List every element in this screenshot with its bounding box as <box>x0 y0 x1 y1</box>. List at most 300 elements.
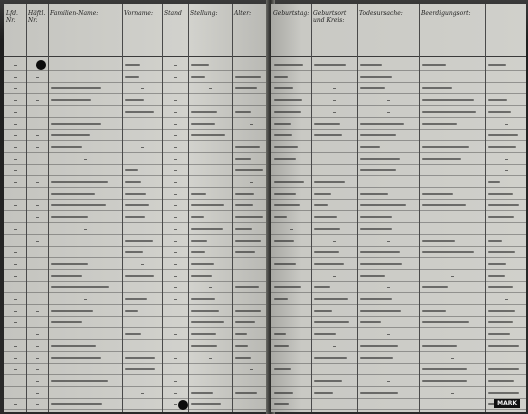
column-header-lfd-nr: Lfd. Nr. <box>6 10 18 24</box>
handwritten-entry <box>51 403 102 405</box>
handwritten-entry <box>125 357 155 359</box>
handwritten-entry <box>360 87 385 89</box>
handwritten-entry <box>488 146 516 148</box>
register-row-rule <box>271 222 526 223</box>
handwritten-ditto-mark <box>174 124 177 125</box>
handwritten-entry <box>422 321 469 323</box>
handwritten-ditto-mark <box>36 182 39 183</box>
handwritten-ditto-mark <box>14 358 17 359</box>
handwritten-ditto-mark <box>36 381 39 382</box>
handwritten-ditto-mark <box>387 100 390 101</box>
handwritten-ditto-mark <box>141 88 144 89</box>
register-row-rule <box>271 339 526 340</box>
handwritten-ditto-mark <box>209 287 212 288</box>
handwritten-entry <box>314 204 328 206</box>
handwritten-entry <box>51 87 101 89</box>
handwritten-entry <box>125 169 138 171</box>
handwritten-ditto-mark <box>14 369 17 370</box>
handwritten-ditto-mark <box>84 159 87 160</box>
column-header-stand: Stand <box>164 10 182 17</box>
handwritten-ditto-mark <box>333 112 336 113</box>
handwritten-entry <box>191 204 224 206</box>
handwritten-entry <box>191 251 205 253</box>
handwritten-entry <box>125 333 141 335</box>
handwritten-entry <box>125 275 154 277</box>
handwritten-ditto-mark <box>174 135 177 136</box>
handwritten-entry <box>274 263 296 265</box>
register-row-rule <box>4 363 270 364</box>
handwritten-entry <box>488 310 515 312</box>
column-header-haeftl-nr: Häftl. Nr. <box>28 10 46 24</box>
handwritten-entry <box>274 193 296 195</box>
left-page <box>4 4 270 412</box>
register-row-rule <box>271 175 526 176</box>
register-row-rule <box>4 374 270 375</box>
handwritten-entry <box>51 345 96 347</box>
handwritten-ditto-mark <box>505 299 508 300</box>
handwritten-entry <box>51 310 93 312</box>
handwritten-entry <box>191 111 217 113</box>
handwritten-entry <box>488 321 513 323</box>
handwritten-entry <box>422 380 467 382</box>
register-row-rule <box>4 93 270 94</box>
handwritten-entry <box>235 392 257 394</box>
register-row-rule <box>271 269 526 270</box>
handwritten-ditto-mark <box>14 88 17 89</box>
register-row-rule <box>4 398 270 399</box>
register-row-rule <box>271 386 526 387</box>
handwritten-entry <box>360 216 392 218</box>
handwritten-entry <box>191 321 224 323</box>
column-header-beerdigungsort: Beerdigungsort: <box>421 10 471 17</box>
handwritten-entry <box>314 134 342 136</box>
handwritten-entry <box>191 64 209 66</box>
column-header-todesursache: Todesursache: <box>359 10 403 17</box>
handwritten-entry <box>422 87 452 89</box>
handwritten-entry <box>51 216 88 218</box>
register-row-rule <box>271 82 526 83</box>
register-row-rule <box>4 129 270 130</box>
handwritten-ditto-mark <box>174 112 177 113</box>
handwritten-entry <box>191 123 215 125</box>
handwritten-ditto-mark <box>387 381 390 382</box>
handwritten-ditto-mark <box>36 100 39 101</box>
handwritten-entry <box>235 111 251 113</box>
handwritten-entry <box>191 263 214 265</box>
handwritten-ditto-mark <box>174 264 177 265</box>
handwritten-entry <box>360 169 396 171</box>
handwritten-ditto-mark <box>14 112 17 113</box>
handwritten-ditto-mark <box>174 276 177 277</box>
handwritten-ditto-mark <box>14 135 17 136</box>
handwritten-entry <box>274 134 292 136</box>
handwritten-ditto-mark <box>14 124 17 125</box>
column-header-familienname: Familien-Name: <box>50 10 99 17</box>
handwritten-entry <box>360 251 400 253</box>
handwritten-entry <box>274 99 302 101</box>
handwritten-entry <box>235 158 251 160</box>
handwritten-entry <box>488 333 510 335</box>
handwritten-entry <box>235 251 255 253</box>
handwritten-entry <box>191 392 213 394</box>
handwritten-entry <box>360 64 382 66</box>
handwritten-entry <box>51 321 82 323</box>
handwritten-entry <box>274 216 287 218</box>
handwritten-entry <box>51 263 88 265</box>
handwritten-entry <box>488 345 519 347</box>
register-row-rule <box>271 187 526 188</box>
handwritten-entry <box>125 298 147 300</box>
register-row-rule <box>271 351 526 352</box>
column-header-alter: Alter: <box>234 10 252 17</box>
handwritten-ditto-mark <box>333 346 336 347</box>
handwritten-ditto-mark <box>14 276 17 277</box>
register-row-rule <box>271 93 526 94</box>
handwritten-entry <box>235 146 260 148</box>
register-row-rule <box>4 281 270 282</box>
handwritten-ditto-mark <box>174 147 177 148</box>
handwritten-ditto-mark <box>174 393 177 394</box>
register-row-rule <box>271 409 526 410</box>
handwritten-entry <box>360 228 392 230</box>
handwritten-entry <box>488 240 502 242</box>
handwritten-entry <box>235 76 261 78</box>
handwritten-ditto-mark <box>250 369 253 370</box>
register-row-rule <box>271 234 526 235</box>
handwritten-entry <box>51 99 91 101</box>
handwritten-ditto-mark <box>36 358 39 359</box>
handwritten-entry <box>51 134 90 136</box>
handwritten-entry <box>235 345 248 347</box>
handwritten-entry <box>235 310 261 312</box>
register-row-rule <box>271 164 526 165</box>
handwritten-entry <box>274 64 303 66</box>
handwritten-ditto-mark <box>14 77 17 78</box>
register-row-rule <box>271 70 526 71</box>
handwritten-entry <box>360 345 398 347</box>
register-row-rule <box>271 199 526 200</box>
register-row-rule <box>271 152 526 153</box>
handwritten-ditto-mark <box>174 229 177 230</box>
handwritten-entry <box>488 368 519 370</box>
handwritten-ditto-mark <box>36 334 39 335</box>
handwritten-ditto-mark <box>451 358 454 359</box>
register-row-rule <box>4 316 270 317</box>
register-row-rule <box>4 234 270 235</box>
handwritten-ditto-mark <box>14 182 17 183</box>
register-row-rule <box>4 269 270 270</box>
archive-stamp: MARK <box>494 399 520 408</box>
handwritten-ditto-mark <box>174 217 177 218</box>
handwritten-entry <box>191 216 204 218</box>
register-row-rule <box>271 246 526 247</box>
handwritten-ditto-mark <box>14 299 17 300</box>
handwritten-entry <box>314 123 340 125</box>
handwritten-entry <box>422 345 457 347</box>
handwritten-ditto-mark <box>174 252 177 253</box>
handwritten-entry <box>488 380 514 382</box>
handwritten-entry <box>314 181 345 183</box>
handwritten-entry <box>235 87 257 89</box>
handwritten-ditto-mark <box>290 229 293 230</box>
handwritten-entry <box>235 333 247 335</box>
handwritten-entry <box>488 204 519 206</box>
register-row-rule <box>271 257 526 258</box>
handwritten-entry <box>422 158 461 160</box>
handwritten-ditto-mark <box>174 287 177 288</box>
handwritten-entry <box>191 298 215 300</box>
handwritten-ditto-mark <box>84 299 87 300</box>
handwritten-entry <box>314 251 339 253</box>
register-row-rule <box>4 140 270 141</box>
handwritten-ditto-mark <box>36 369 39 370</box>
handwritten-entry <box>314 321 349 323</box>
register-row-rule <box>4 152 270 153</box>
handwritten-ditto-mark <box>387 287 390 288</box>
handwritten-entry <box>314 310 332 312</box>
handwritten-entry <box>314 286 330 288</box>
handwritten-ditto-mark <box>14 264 17 265</box>
handwritten-entry <box>274 345 289 347</box>
handwritten-ditto-mark <box>141 147 144 148</box>
handwritten-ditto-mark <box>174 334 177 335</box>
column-header-geburtsort: Geburtsort und Kreis: <box>313 10 347 24</box>
handwritten-entry <box>51 380 108 382</box>
register-row-rule <box>271 292 526 293</box>
handwritten-ditto-mark <box>84 229 87 230</box>
register-row-rule <box>271 327 526 328</box>
register-row-rule <box>271 304 526 305</box>
handwritten-ditto-mark <box>333 88 336 89</box>
handwritten-ditto-mark <box>387 112 390 113</box>
handwritten-entry <box>488 286 513 288</box>
handwritten-entry <box>51 286 109 288</box>
handwritten-ditto-mark <box>387 241 390 242</box>
handwritten-ditto-mark <box>14 346 17 347</box>
handwritten-entry <box>488 193 513 195</box>
punch-hole <box>178 400 188 410</box>
handwritten-ditto-mark <box>174 65 177 66</box>
handwritten-ditto-mark <box>174 299 177 300</box>
handwritten-entry <box>360 123 404 125</box>
handwritten-entry <box>488 99 507 101</box>
handwritten-entry <box>235 286 259 288</box>
register-row-rule <box>271 398 526 399</box>
handwritten-entry <box>274 286 301 288</box>
handwritten-entry <box>191 275 212 277</box>
handwritten-entry <box>125 310 138 312</box>
handwritten-entry <box>125 193 146 195</box>
handwritten-entry <box>488 392 519 394</box>
handwritten-entry <box>360 146 380 148</box>
register-row-rule <box>271 374 526 375</box>
handwritten-ditto-mark <box>505 159 508 160</box>
handwritten-ditto-mark <box>14 205 17 206</box>
handwritten-entry <box>274 123 291 125</box>
register-row-rule <box>271 140 526 141</box>
handwritten-ditto-mark <box>209 358 212 359</box>
handwritten-ditto-mark <box>174 182 177 183</box>
handwritten-ditto-mark <box>36 346 39 347</box>
handwritten-entry <box>191 193 206 195</box>
handwritten-entry <box>488 251 515 253</box>
handwritten-entry <box>51 275 82 277</box>
handwritten-entry <box>235 193 254 195</box>
handwritten-entry <box>235 228 252 230</box>
handwritten-ditto-mark <box>174 194 177 195</box>
handwritten-entry <box>360 193 388 195</box>
handwritten-ditto-mark <box>174 404 177 405</box>
register-row-rule <box>4 105 270 106</box>
handwritten-ditto-mark <box>250 124 253 125</box>
handwritten-entry <box>422 368 467 370</box>
handwritten-entry <box>274 87 293 89</box>
handwritten-ditto-mark <box>36 77 39 78</box>
handwritten-ditto-mark <box>14 65 17 66</box>
register-row-rule <box>271 210 526 211</box>
handwritten-ditto-mark <box>36 404 39 405</box>
handwritten-entry <box>360 204 406 206</box>
handwritten-entry <box>125 64 140 66</box>
handwritten-entry <box>235 357 251 359</box>
handwritten-entry <box>191 310 219 312</box>
handwritten-entry <box>274 240 294 242</box>
register-row-rule <box>271 117 526 118</box>
handwritten-entry <box>314 263 344 265</box>
handwritten-entry <box>422 240 455 242</box>
handwritten-entry <box>422 64 446 66</box>
handwritten-ditto-mark <box>14 322 17 323</box>
handwritten-ditto-mark <box>141 264 144 265</box>
handwritten-ditto-mark <box>36 217 39 218</box>
handwritten-ditto-mark <box>36 205 39 206</box>
handwritten-entry <box>314 333 336 335</box>
handwritten-entry <box>422 123 457 125</box>
handwritten-ditto-mark <box>333 241 336 242</box>
register-row-rule <box>4 164 270 165</box>
handwritten-entry <box>235 216 263 218</box>
handwritten-entry <box>360 263 402 265</box>
handwritten-ditto-mark <box>14 252 17 253</box>
handwritten-entry <box>360 392 398 394</box>
handwritten-ditto-mark <box>387 334 390 335</box>
register-row-rule <box>271 105 526 106</box>
handwritten-ditto-mark <box>209 88 212 89</box>
handwritten-entry <box>274 181 304 183</box>
handwritten-entry <box>360 310 401 312</box>
register-row-rule <box>4 82 270 83</box>
handwritten-entry <box>274 146 298 148</box>
handwritten-entry <box>360 321 381 323</box>
register-row-rule <box>4 304 270 305</box>
handwritten-ditto-mark <box>14 159 17 160</box>
handwritten-entry <box>488 275 505 277</box>
right-page <box>271 4 526 412</box>
handwritten-entry <box>314 216 337 218</box>
handwritten-ditto-mark <box>451 393 454 394</box>
handwritten-entry <box>360 298 392 300</box>
register-row-rule <box>271 316 526 317</box>
handwritten-entry <box>191 134 225 136</box>
handwritten-entry <box>314 298 348 300</box>
handwritten-ditto-mark <box>174 100 177 101</box>
handwritten-entry <box>422 310 446 312</box>
handwritten-entry <box>422 111 476 113</box>
register-row-rule <box>4 327 270 328</box>
handwritten-entry <box>125 240 153 242</box>
handwritten-entry <box>314 392 333 394</box>
handwritten-ditto-mark <box>333 276 336 277</box>
handwritten-entry <box>51 204 106 206</box>
handwritten-entry <box>235 240 261 242</box>
handwritten-entry <box>422 286 448 288</box>
handwritten-ditto-mark <box>36 135 39 136</box>
handwritten-ditto-mark <box>174 205 177 206</box>
handwritten-entry <box>422 146 469 148</box>
handwritten-entry <box>360 76 392 78</box>
handwritten-entry <box>125 204 149 206</box>
handwritten-entry <box>51 146 82 148</box>
register-row-rule <box>271 129 526 130</box>
handwritten-entry <box>125 76 139 78</box>
handwritten-ditto-mark <box>174 241 177 242</box>
handwritten-entry <box>488 64 506 66</box>
handwritten-ditto-mark <box>36 147 39 148</box>
handwritten-entry <box>51 357 101 359</box>
handwritten-entry <box>274 333 286 335</box>
handwritten-entry <box>360 357 393 359</box>
handwritten-entry <box>51 181 108 183</box>
register-row-rule <box>4 409 270 410</box>
handwritten-entry <box>125 111 154 113</box>
handwritten-entry <box>235 204 253 206</box>
register-row-rule <box>4 351 270 352</box>
handwritten-entry <box>274 204 300 206</box>
handwritten-entry <box>360 134 396 136</box>
handwritten-ditto-mark <box>36 311 39 312</box>
handwritten-entry <box>125 368 155 370</box>
handwritten-entry <box>360 275 385 277</box>
handwritten-entry <box>274 76 288 78</box>
register-row-rule <box>4 292 270 293</box>
handwritten-ditto-mark <box>36 241 39 242</box>
register-row-rule <box>271 363 526 364</box>
handwritten-entry <box>360 158 400 160</box>
handwritten-entry <box>235 169 263 171</box>
handwritten-entry <box>314 380 342 382</box>
handwritten-entry <box>51 193 95 195</box>
handwritten-entry <box>488 134 518 136</box>
register-row-rule <box>4 222 270 223</box>
handwritten-entry <box>274 158 296 160</box>
register-row-rule <box>4 339 270 340</box>
handwritten-entry <box>125 216 145 218</box>
handwritten-entry <box>191 333 216 335</box>
handwritten-entry <box>488 216 514 218</box>
handwritten-entry <box>488 111 511 113</box>
handwritten-entry <box>422 193 453 195</box>
handwritten-entry <box>125 99 144 101</box>
handwritten-ditto-mark <box>250 182 253 183</box>
punch-hole <box>36 60 46 70</box>
handwritten-ditto-mark <box>14 170 17 171</box>
handwritten-entry <box>314 64 346 66</box>
handwritten-ditto-mark <box>174 77 177 78</box>
column-header-vorname: Vorname: <box>124 10 153 17</box>
handwritten-entry <box>191 345 217 347</box>
handwritten-ditto-mark <box>174 358 177 359</box>
register-row-rule <box>4 117 270 118</box>
